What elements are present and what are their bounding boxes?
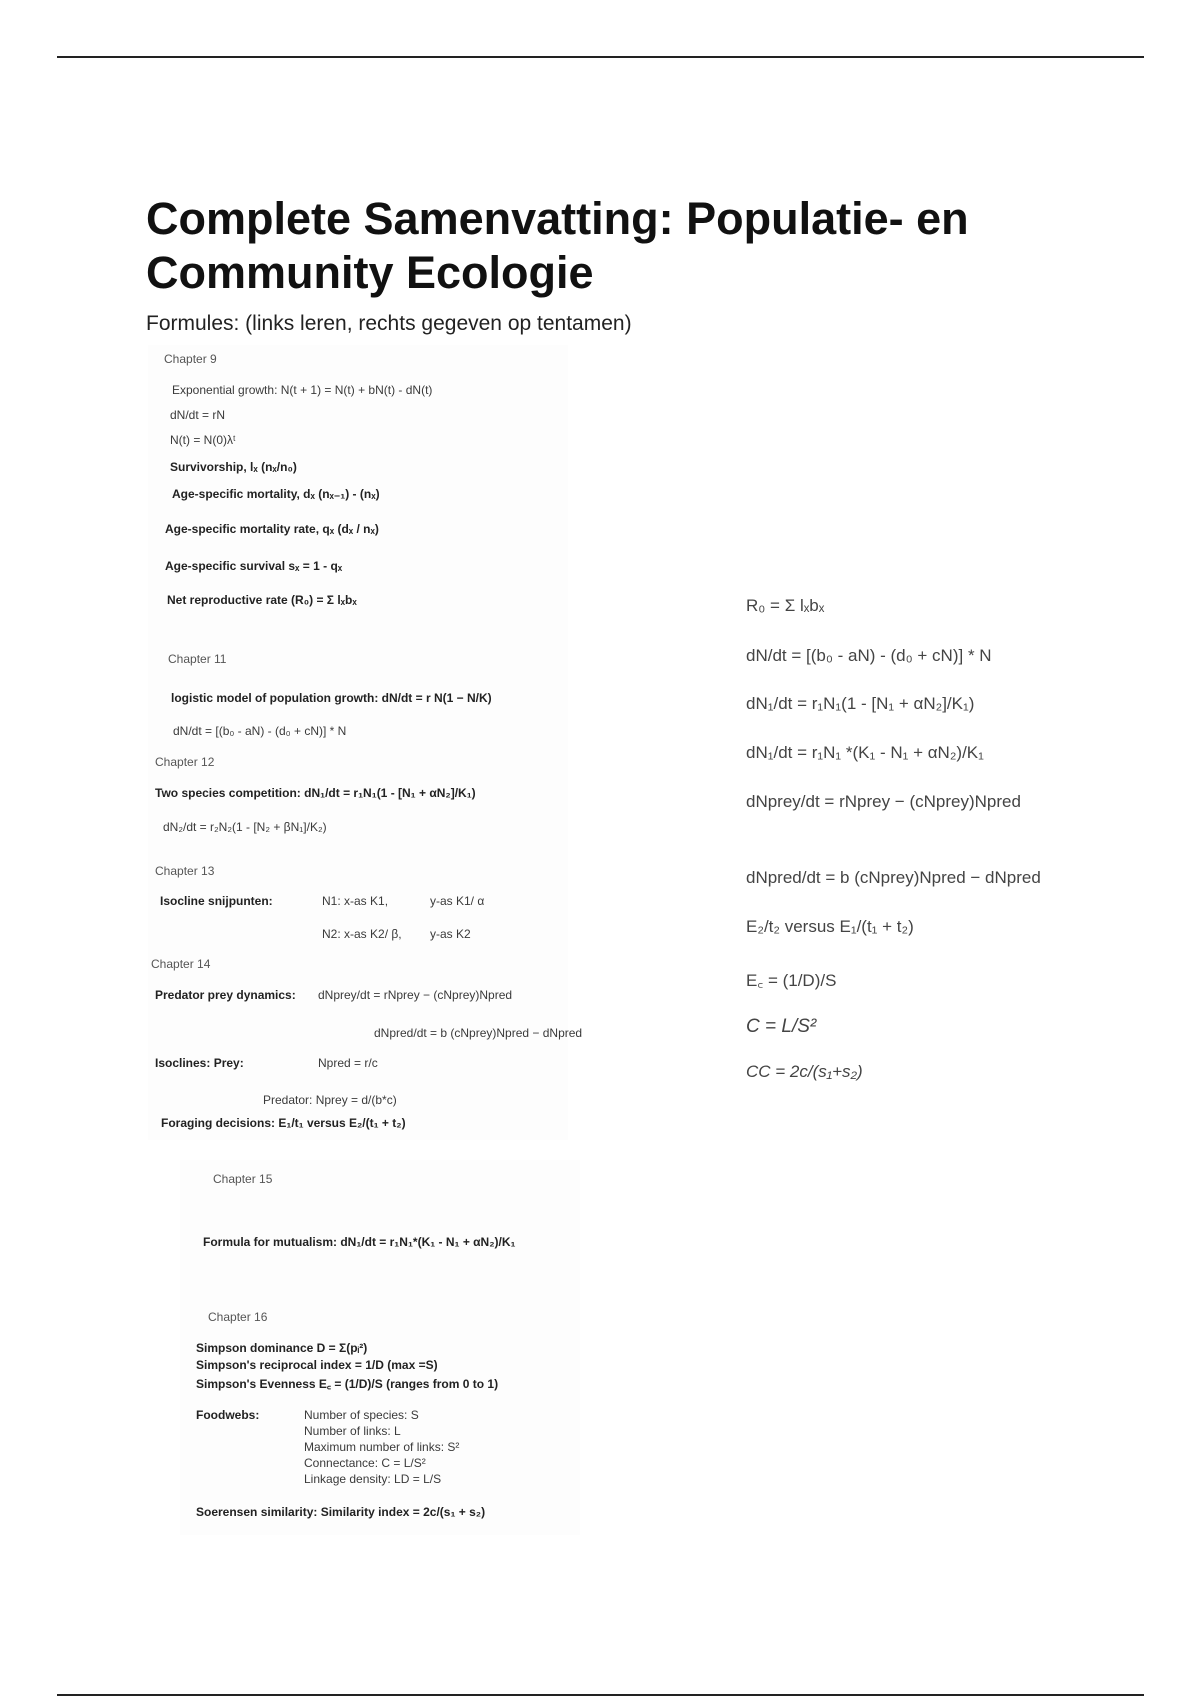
- document-title: Complete Samenvatting: Populatie- en Community Ecologie: [146, 193, 969, 298]
- right-formula-similarity: CC = 2c/(s₁+s₂): [746, 1062, 863, 1081]
- formula-panel-left-lower: [180, 1160, 580, 1535]
- isocline-n2: N2: x-as K2/ β,: [322, 927, 402, 941]
- formula-foraging: Foraging decisions: E₁/t₁ versus E₂/(t₁ + t₂): [161, 1116, 406, 1130]
- isocline-n2-y: y-as K2: [430, 927, 471, 941]
- isocline-predator: Predator: Nprey = d/(b*c): [263, 1093, 397, 1107]
- formula-simpson-evenness: Simpson's Evenness E꜀ = (1/D)/S (ranges from 0 to 1): [196, 1377, 499, 1391]
- right-formula-evenness: E꜀ = (1/D)/S: [746, 971, 837, 990]
- right-formula-r0: R₀ = Σ lₓbₓ: [746, 596, 825, 615]
- formula-two-species: Two species competition: dN₁/dt = r₁N₁(1 - [N₁ + αN₂]/K₁): [155, 786, 476, 800]
- formula-prey: dNprey/dt = rNprey − (cNprey)Npred: [318, 988, 513, 1002]
- document-subtitle: Formules: (links leren, rechts gegeven op tentamen): [146, 312, 632, 335]
- formula-panel-left: [148, 345, 583, 1140]
- formula-net-reproductive: Net reproductive rate (R₀) = Σ lₓbₓ: [167, 593, 357, 607]
- foodweb-connectance: Connectance: C = L/S²: [304, 1456, 426, 1470]
- formula-simpson-dominance: Simpson dominance D = Σ(pᵢ²): [196, 1341, 368, 1355]
- formula-simpson-reciprocal: Simpson's reciprocal index = 1/D (max =S): [196, 1358, 438, 1372]
- formula-logistic: logistic model of population growth: dN/dt = r N(1 − N/K): [171, 691, 492, 705]
- predator-prey-label: Predator prey dynamics:: [155, 988, 296, 1002]
- formula-exponential: Exponential growth: N(t + 1) = N(t) + bN(t) - dN(t): [172, 383, 433, 397]
- chapter-9-heading: Chapter 9: [164, 352, 217, 366]
- isoclines-label: Isoclines: Prey:: [155, 1056, 244, 1070]
- isocline-n1-y: y-as K1/ α: [430, 894, 485, 908]
- isocline-label: Isocline snijpunten:: [160, 894, 273, 908]
- formula-mutualism: Formula for mutualism: dN₁/dt = r₁N₁*(K₁ - N₁ + αN₂)/K₁: [203, 1235, 516, 1249]
- formula-nt: N(t) = N(0)λᵗ: [170, 433, 236, 447]
- right-formula-prey: dNprey/dt = rNprey − (cNprey)Npred: [746, 792, 1021, 811]
- formula-age-mortality-rate: Age-specific mortality rate, qₓ (dₓ / nₓ): [165, 522, 379, 536]
- formula-pred: dNpred/dt = b (cNprey)Npred − dNpred: [374, 1026, 583, 1040]
- foodweb-max-links: Maximum number of links: S²: [304, 1440, 460, 1454]
- formula-density-dependent: dN/dt = [(b₀ - aN) - (d₀ + cN)] * N: [173, 724, 347, 738]
- isocline-n1: N1: x-as K1,: [322, 894, 389, 908]
- chapter-11-heading: Chapter 11: [168, 652, 227, 666]
- formula-soerensen: Soerensen similarity: Similarity index = 2c/(s₁ + s₂): [196, 1505, 486, 1519]
- foodweb-linkage-density: Linkage density: LD = L/S: [304, 1472, 442, 1486]
- chapter-13-heading: Chapter 13: [155, 864, 215, 878]
- formula-age-survival: Age-specific survival sₓ = 1 - qₓ: [165, 559, 343, 573]
- right-formula-foraging: E₂/t₂ versus E₁/(t₁ + t₂): [746, 917, 914, 936]
- right-formula-pred: dNpred/dt = b (cNprey)Npred − dNpred: [746, 868, 1041, 887]
- foodweb-species: Number of species: S: [304, 1408, 419, 1422]
- header-rule: [57, 56, 1144, 58]
- foodwebs-label: Foodwebs:: [196, 1408, 260, 1422]
- chapter-15-heading: Chapter 15: [213, 1172, 273, 1186]
- right-formula-density: dN/dt = [(b₀ - aN) - (d₀ + cN)] * N: [746, 646, 992, 665]
- right-formula-competition: dN₁/dt = r₁N₁(1 - [N₁ + αN₂]/K₁): [746, 694, 975, 713]
- right-formula-connectance: C = L/S²: [746, 1016, 817, 1037]
- formula-survivorship: Survivorship, lₓ (nₓ/n₀): [170, 460, 297, 474]
- isocline-prey: Npred = r/c: [318, 1056, 378, 1070]
- formula-two-species-2: dN₂/dt = r₂N₂(1 - [N₂ + βN₁]/K₂): [163, 820, 327, 834]
- formula-dndt: dN/dt = rN: [170, 408, 226, 422]
- foodweb-links: Number of links: L: [304, 1424, 401, 1438]
- chapter-14-heading: Chapter 14: [151, 957, 211, 971]
- formula-age-mortality: Age-specific mortality, dₓ (nₓ₋₁) - (nₓ): [172, 487, 380, 501]
- chapter-16-heading: Chapter 16: [208, 1310, 268, 1324]
- chapter-12-heading: Chapter 12: [155, 755, 215, 769]
- footer-rule: [57, 1694, 1144, 1696]
- right-formula-mutualism: dN₁/dt = r₁N₁ *(K₁ - N₁ + αN₂)/K₁: [746, 743, 984, 762]
